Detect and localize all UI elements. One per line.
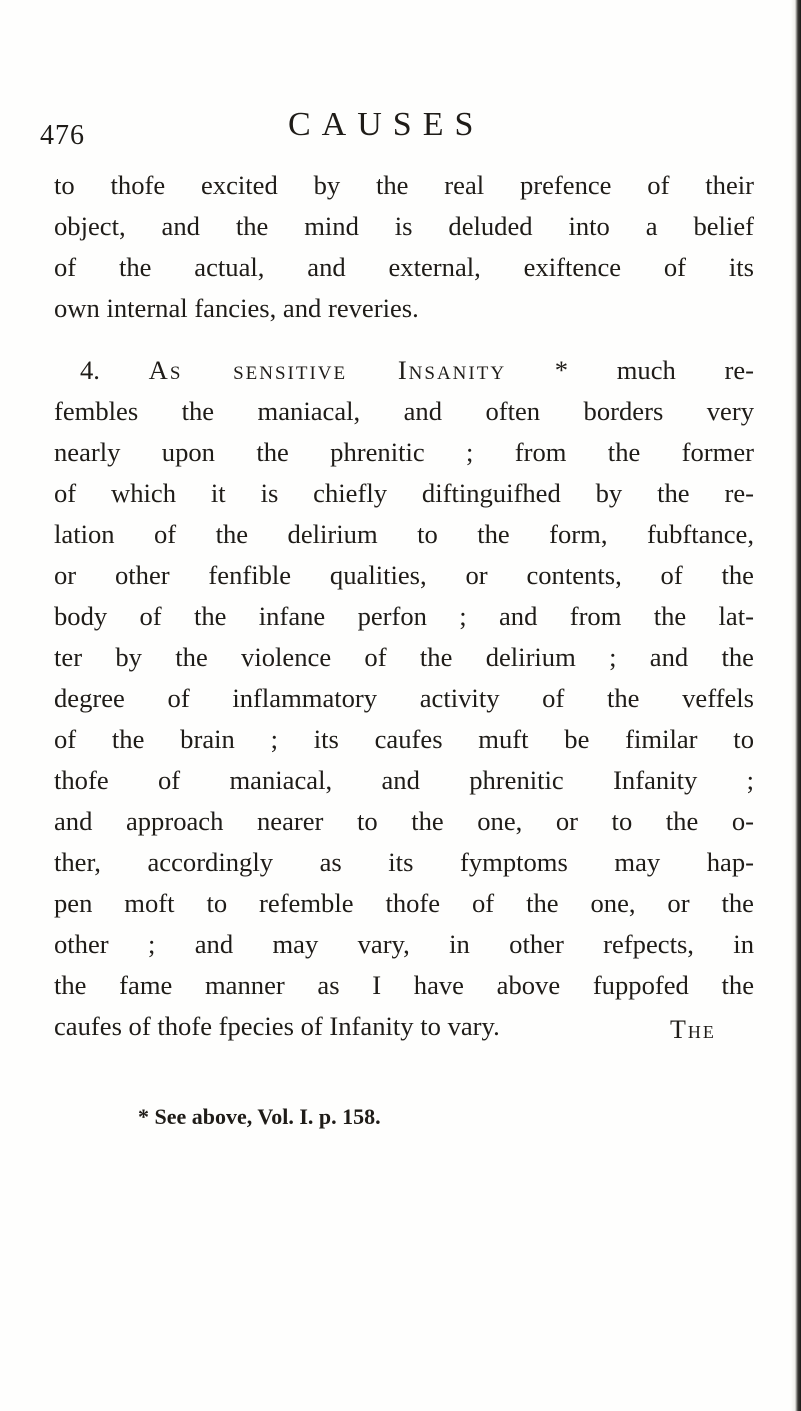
- text-line: body of the infane perfon ; and from the lat-: [54, 601, 754, 631]
- text-line: object, and the mind is deluded into a belief: [54, 211, 754, 241]
- small-caps-lead: As sensitive Insanity: [148, 355, 507, 385]
- paragraph-1: [54, 165, 754, 329]
- running-head: CAUSES: [288, 106, 485, 143]
- footnote-mark: *: [554, 355, 569, 385]
- text-line: caufes of thofe fpecies of Infanity to vary.: [54, 1011, 500, 1041]
- text-line: of which it is chiefly diftinguifhed by the re-: [54, 478, 754, 508]
- text-line: the fame manner as I have above fuppofed the: [54, 970, 754, 1000]
- page-number: 476: [40, 120, 85, 151]
- section-number: 4.: [80, 355, 100, 385]
- catchword: The: [670, 1015, 716, 1044]
- page-edge-shadow: [791, 0, 801, 1411]
- text-line: of the actual, and external, exiftence of its: [54, 252, 754, 282]
- text-line: pen moft to refemble thofe of the one, or the: [54, 888, 754, 918]
- text-line: thofe of maniacal, and phrenitic Infanity ;: [54, 765, 754, 795]
- paragraph-gap: [54, 329, 754, 350]
- paragraph-2: [54, 350, 754, 1047]
- text-line: ther, accordingly as its fymptoms may hap-: [54, 847, 754, 877]
- text-line: to thofe excited by the real prefence of their: [54, 170, 754, 200]
- text-line: other ; and may vary, in other refpects, in: [54, 929, 754, 959]
- text-line: fembles the maniacal, and often borders very: [54, 396, 754, 426]
- text-line: lation of the delirium to the form, fubftance,: [54, 519, 754, 549]
- footnote: * See above, Vol. I. p. 158.: [138, 1104, 381, 1129]
- page-header: [40, 100, 740, 160]
- text-line: of the brain ; its caufes muft be fimilar to: [54, 724, 754, 754]
- text-line: nearly upon the phrenitic ; from the former: [54, 437, 754, 467]
- text-line: and approach nearer to the one, or to the o-: [54, 806, 754, 836]
- text-line: own internal fancies, and reveries.: [54, 293, 419, 323]
- paragraph-2-first-line: [54, 350, 754, 391]
- text-line: ter by the violence of the delirium ; and the: [54, 642, 754, 672]
- text-line: degree of inflammatory activity of the veffels: [54, 683, 754, 713]
- text-line: or other fenfible qualities, or contents, of the: [54, 560, 754, 590]
- first-line-rest: much re-: [616, 355, 755, 385]
- body-text: [54, 165, 754, 1047]
